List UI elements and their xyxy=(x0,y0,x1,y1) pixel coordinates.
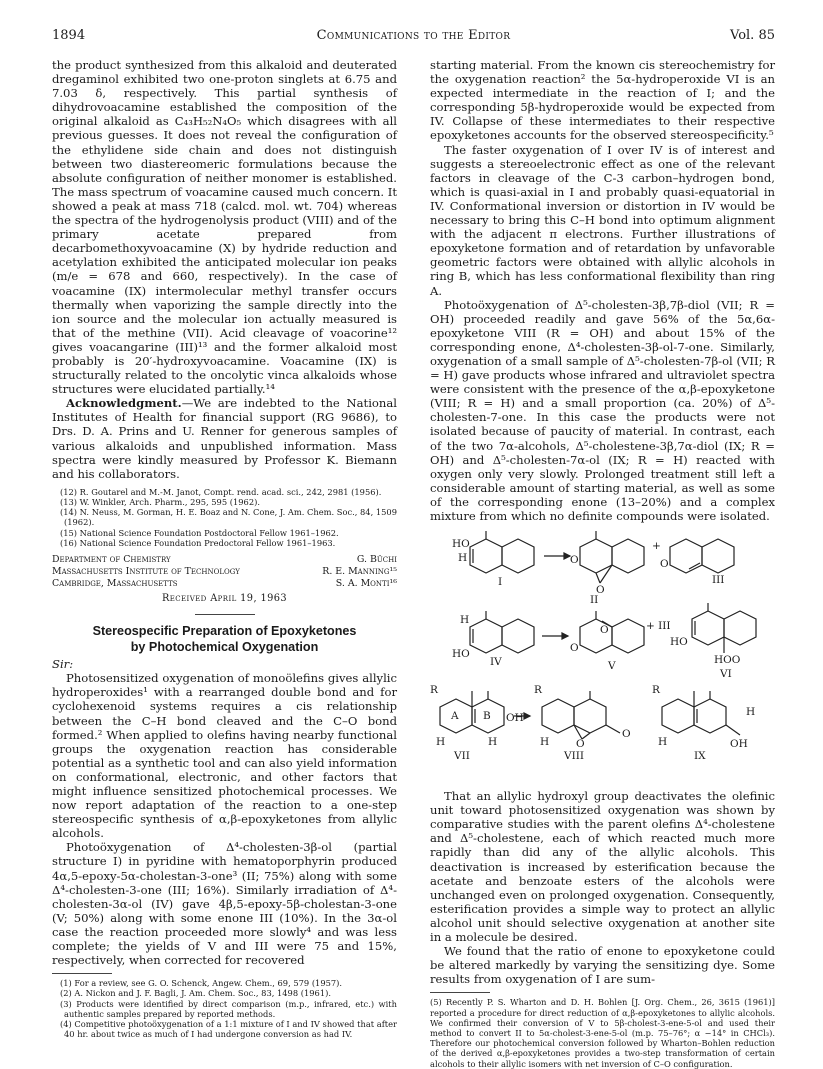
label-o: O xyxy=(570,642,579,655)
footnote-rule xyxy=(52,973,112,974)
arrow-head xyxy=(524,713,530,719)
compound-label-VIII: VIII xyxy=(564,750,585,763)
ring-label-b: B xyxy=(483,710,491,723)
label-h: H xyxy=(540,736,550,749)
volume-label: Vol. 85 xyxy=(730,28,775,43)
compound-label-VII: VII xyxy=(454,750,470,763)
label-h: H xyxy=(658,736,668,749)
footnotes xyxy=(52,978,397,1039)
compound-label-IV: IV xyxy=(490,656,502,669)
label-r: R xyxy=(430,684,438,697)
label-o: O xyxy=(570,554,579,567)
label-h: H xyxy=(436,736,446,749)
footnote: (3) Products were identified by direct comparison (m.p., infrared, etc.) with authentic samples prepared by reported methods. xyxy=(60,998,397,1019)
affiliation-inst: Massachusetts Institute of Technology xyxy=(52,566,240,578)
label-o: O xyxy=(622,728,631,741)
footnote: (13) W. Winkler, Arch. Pharm., 295, 595 (1962). xyxy=(60,497,260,508)
footnote-rule xyxy=(430,992,490,993)
label-hoo: HOO xyxy=(714,654,741,667)
label-h: H xyxy=(458,552,468,565)
affiliation-dept: Department of Chemistry xyxy=(52,554,171,566)
footnote: (16) National Science Foundation Predoctoral Fellow 1961–1963. xyxy=(60,537,336,548)
label-h: H xyxy=(488,736,498,749)
author-name: S. A. Monti¹⁶ xyxy=(335,578,397,590)
title-line-2: by Photochemical Oxygenation xyxy=(130,640,319,655)
footnote: (14) N. Neuss, M. Gorman, H. E. Boaz and N. Cone, J. Am. Chem. Soc., 84, 1509 (1962). xyxy=(60,507,397,528)
compound-label-I: I xyxy=(498,576,503,589)
label-ho: HO xyxy=(670,636,688,649)
affiliation-city: Cambridge, Massachusetts xyxy=(52,578,178,590)
paragraph: Photoöxygenation of Δ⁴-cholesten-3β-ol (partial structure I) in pyridine with hematoporphyrin produced 4α,5-epoxy-5α-cholestan-3-one³ (II; 75%) along with some Δ⁴-cholesten-3-one (III; 16%). Similarly irradiation of Δ⁴-cholesten-3α-ol (IV) gave 4β,5-epoxy-5β-cholestan-3-one (V; 50%) along with some enone III (10%). In the 3α-ol case the reaction proceeded more slowly⁴ and was less complete; the yields of V and III were 75 and 15%, respectively, when corrected for recovered xyxy=(52,840,397,968)
label-h: H xyxy=(746,706,756,719)
paragraph: the product synthesized from this alkaloid and deuterated dregaminol exhibited two one-proton singlets at 6.75 and 7.03 δ, respectively. This partial synthesis of dihydrovoacamine established the composition of the original alkaloid as C₄₃H₅₂N₄O₅ which disagrees with all previous guesses. It does not reveal the configuration of the ethylidene side chain and does not distinguish between two diastereomeric formulations because the absolute configuration of neither monomer is established. The mass spectrum of voacamine caused much concern. It showed a peak at mass 718 (calcd. mol. wt. 704) whereas the spectra of the hydrogenolysis product (VIII) and of the primary acetate prepared from decarbomethoxyvoacamine (X) by hydride reduction and acetylation exhibited the anticipated molecular ion peaks (m/e = 678 and 660, respectively). In the case of voacamine (IX) intermolecular methyl transfer occurs thermally when vaporizing the sample directly into the ion source and the molecular ion actually measured is that of the methine (VII). Acid cleavage of voacorine¹² gives voacangarine (III)¹³ and the former alkaloid most probably is 20′-hydroxyvoacamine. Voacamine (IX) is structurally related to the oncolytic vinca alkaloids whose structures were elucidated partially.¹⁴ xyxy=(52,58,397,397)
footnote: (5) Recently P. S. Wharton and D. H. Bohlen [J. Org. Chem., 26, 3615 (1961)] reported a procedure for direct reduction of α,β-epoxyketones to allylic alcohols. We confirmed their conversion of V to 5β-cholest-3-ene-5-ol and used their method to convert II to 5α-cholest-3-ene-5-ol (m.p. 75–76°; α −14° in CHCl₃). Therefore our photochemical conversion followed by Wharton–Bohlen reduction of the derived α,β-epoxyketones provides a two-step transformation of certain alcohols to their allylic isomers with net inversion of C–O configuration. xyxy=(430,997,775,1069)
label-oh: OH xyxy=(506,712,524,725)
journal-section: Communications to the Editor xyxy=(316,28,511,43)
acknowledgment-label: Acknowledgment. xyxy=(66,396,182,411)
compound-label-V: V xyxy=(608,660,616,673)
page-number: 1894 xyxy=(52,28,86,43)
structure-VI xyxy=(692,603,756,653)
label-r: R xyxy=(652,684,660,697)
paragraph: Photoöxygenation of Δ⁵-cholesten-3β,7β-diol (VII; R = OH) proceeded readily and gave 56% of the 5α,6α-epoxyketone VIII (R = OH) and about 15% of the corresponding enone, Δ⁴-cholesten-3β-ol-7-one. Similarly, oxygenation of a small sample of Δ⁵-cholesten-7β-ol (VII; R = H) gave products whose infrared and ultraviolet spectra were consistent with the presence of the α,β-epoxyketone (VIII; R = H) and a small proportion (ca. 20%) of Δ⁵-cholesten-7-one. In this case the products were not isolated because of paucity of material. In contrast, each of the two 7α-alcohols, Δ⁵-cholestene-3β,7α-diol (IX; R = OH) and Δ⁵-cholesten-7α-ol (IX; R = H) reacted with oxygen only very slowly. Prolonged treatment still left a considerable amount of starting material, as well as some of the corresponding enone (13–20%) and a complex mixture from which no definite compounds were isolated. xyxy=(430,297,775,523)
label-h: H xyxy=(460,614,470,627)
acknowledgment xyxy=(52,396,397,481)
structure-I xyxy=(470,531,534,573)
reaction-scheme xyxy=(430,529,775,789)
label-ho: HO xyxy=(452,538,470,551)
left-column xyxy=(52,58,397,1039)
received-date: Received April 19, 1963 xyxy=(161,593,288,605)
footnote: (4) Competitive photoöxygenation of a 1:1 mixture of I and IV showed that after 40 hr. about twice as much of I had undergone conversion as had IV. xyxy=(60,1019,397,1040)
author-name: G. Büchi xyxy=(356,554,397,566)
label-o: O xyxy=(600,624,609,637)
divider xyxy=(195,614,255,615)
title-line-1: Stereospecific Preparation of Epoxyketones xyxy=(92,624,357,639)
structure-II xyxy=(580,531,644,583)
label-r: R xyxy=(534,684,542,697)
footnote: (1) For a review, see G. O. Schenck, Angew. Chem., 69, 579 (1957). xyxy=(60,978,343,989)
paragraph: Photosensitized oxygenation of monoölefins gives allylic hydroperoxides¹ with a rearranged double bond and for cyclohexenoid systems requires a cis relationship between the C–H bond cleaved and the C–O bond formed.² When applied to olefins having nearby functional groups the oxygenation reaction has considerable potential as a synthetic tool and can also yield information on conformational, electronic, and other factors that might influence sensitized photochemical processes. We now report adaptation of the reaction to a one-step stereospecific synthesis of α,β-epoxyketones from allylic alcohols. xyxy=(52,671,397,841)
paragraph: starting material. From the known cis stereochemistry for the oxygenation reaction² the 5α-hydroperoxide VI is an expected intermediate in the reaction of I; and the corresponding 5β-hydroperoxide would be expected from IV. Collapse of these intermediates to their respective epoxyketones accounts for the observed stereospecificity.⁵ xyxy=(430,58,775,143)
right-column xyxy=(430,58,775,1069)
label-ho: HO xyxy=(452,648,470,661)
footnote: (15) National Science Foundation Postdoctoral Fellow 1961–1962. xyxy=(60,527,339,538)
label-o: O xyxy=(596,584,605,597)
author-name: R. E. Manning¹⁵ xyxy=(322,566,397,578)
structure-IX xyxy=(662,691,740,735)
paragraph: We found that the ratio of enone to epoxyketone could be altered markedly by varying the sensitizing dye. Some results from oxygenation of I are sum- xyxy=(430,944,775,987)
structure-IV xyxy=(470,611,534,653)
footnote: (2) A. Nickon and J. F. Bagli, J. Am. Chem. Soc., 83, 1498 (1961). xyxy=(60,988,331,999)
affiliation-block xyxy=(52,554,397,590)
paragraph: The faster oxygenation of I over IV is of interest and suggests a stereoelectronic effect as one of the relevant factors in cleavage of the C-3 carbon–hydrogen bond, which is quasi-axial in I and probably quasi-equatorial in IV. Conformational inversion or distortion in IV would be necessary to bring this C–H bond into optimum alignment with the adjacent π electrons. Further illustrations of epoxyketone formation and of retardation by unfavorable geometric factors were obtained with allylic alcohols in ring B, which has less conformational flexibility than ring A. xyxy=(430,142,775,298)
structure-VII xyxy=(440,691,504,733)
structure-V xyxy=(580,611,644,653)
article-title xyxy=(52,623,397,655)
salutation: Sir: xyxy=(52,657,74,672)
page-header xyxy=(52,28,775,48)
compound-label-IX: IX xyxy=(694,750,706,763)
compound-label-II: II xyxy=(590,594,599,607)
structure-III xyxy=(670,539,734,573)
label-o: O xyxy=(576,738,585,751)
acknowledgment-text: —We are indebted to the National Institutes of Health for financial support (RG 9686), to Drs. D. A. Prins and U. Renner for generous samples of various alkaloids and unpublished information. Mass spectra were kindly measured by Professor K. Biemann and his collaborators. xyxy=(52,396,397,481)
plus-sign: + xyxy=(652,540,661,553)
structure-VIII xyxy=(542,691,620,739)
compound-label-VI: VI xyxy=(720,668,732,681)
label-o: O xyxy=(660,558,669,571)
plus-iii: + III xyxy=(646,620,671,633)
footnotes xyxy=(52,487,397,548)
label-oh: OH xyxy=(730,738,748,751)
ring-label-a: A xyxy=(451,710,459,723)
arrow-head xyxy=(562,633,568,639)
compound-label-III: III xyxy=(712,574,725,587)
paragraph: That an allylic hydroxyl group deactivates the olefinic unit toward photosensitized oxygenation was shown by comparative studies with the parent olefins Δ⁴-cholestene and Δ⁵-cholestene, each of which reacted much more rapidly than did any of the allylic alcohols. This deactivation is increased by esterification because the acetate and benzoate esters of the alcohols were unchanged even on prolonged oxygenation. Consequently, esterification provides a simple way to protect an allylic alcohol unit should selective oxygenation at another site in a molecule be desired. xyxy=(430,789,775,945)
footnote: (12) R. Goutarel and M.-M. Janot, Compt. rend. acad. sci., 242, 2981 (1956). xyxy=(60,486,382,497)
